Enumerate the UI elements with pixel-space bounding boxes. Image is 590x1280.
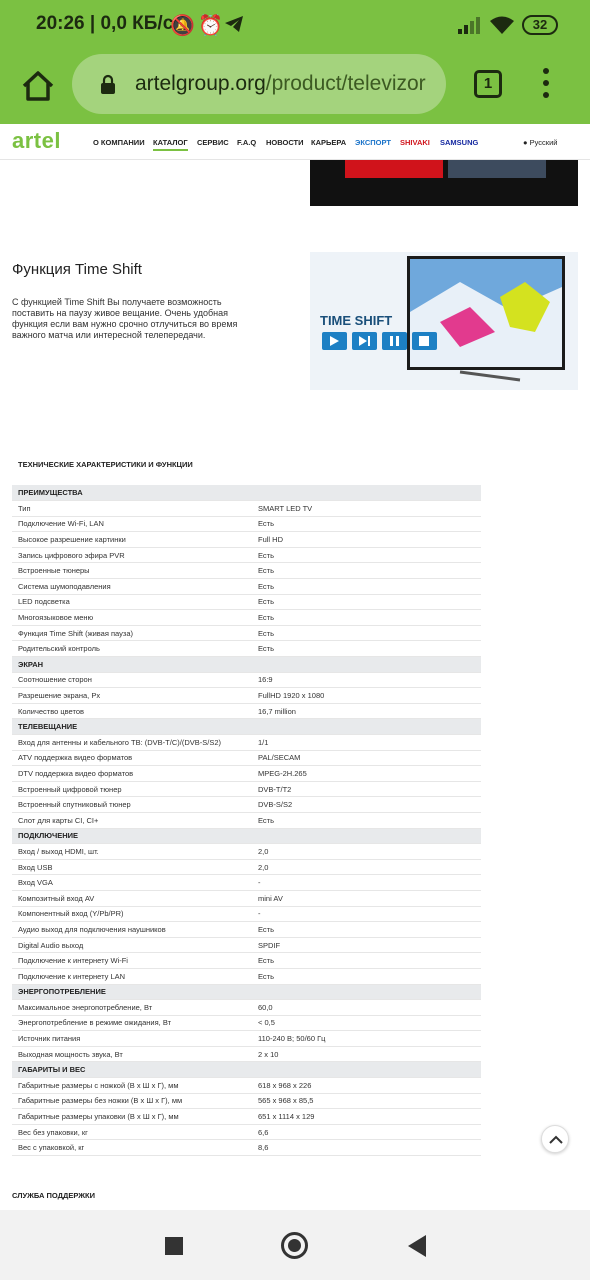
signal-icon xyxy=(458,16,482,34)
status-time: 20:26 | 0,0 КБ/с xyxy=(36,13,174,34)
spec-row xyxy=(12,1093,481,1109)
system-nav-bar xyxy=(0,1210,590,1280)
spec-value: < 0,5 xyxy=(252,1015,481,1031)
spec-label: Подключение Wi-Fi, LAN xyxy=(12,516,252,532)
spec-value xyxy=(252,719,481,735)
spec-row xyxy=(12,922,481,938)
recents-button[interactable] xyxy=(165,1237,183,1255)
spec-value: 565 x 968 x 85,5 xyxy=(252,1093,481,1109)
spec-row xyxy=(12,781,481,797)
spec-row xyxy=(12,875,481,891)
nav-about[interactable]: О КОМПАНИИ xyxy=(93,138,145,147)
spec-row xyxy=(12,906,481,922)
spec-row xyxy=(12,625,481,641)
spec-row xyxy=(12,532,481,548)
overflow-menu-icon[interactable] xyxy=(543,68,551,104)
spec-label: ЭКРАН xyxy=(12,657,252,673)
nav-news[interactable]: НОВОСТИ xyxy=(266,138,304,147)
spec-label: Аудио выход для подключения наушников xyxy=(12,922,252,938)
nav-faq[interactable]: F.A.Q xyxy=(237,138,257,147)
spec-label: ЭНЕРГОПОТРЕБЛЕНИЕ xyxy=(12,984,252,1000)
spec-row xyxy=(12,766,481,782)
back-button[interactable] xyxy=(408,1235,426,1257)
spec-row xyxy=(12,859,481,875)
nav-shivaki[interactable]: SHIVAKI xyxy=(400,138,430,147)
spec-label: Соотношение сторон xyxy=(12,672,252,688)
spec-label: Вход для антенны и кабельного ТВ: (DVB-T/C)/(DVB-S/S2) xyxy=(12,735,252,751)
spec-row xyxy=(12,1140,481,1156)
spec-label: Слот для карты CI, CI+ xyxy=(12,812,252,828)
spec-label: ПОДКЛЮЧЕНИЕ xyxy=(12,828,252,844)
spec-row xyxy=(12,1078,481,1094)
spec-value: MPEG-2H.265 xyxy=(252,766,481,782)
alarm-icon: ⏰ xyxy=(198,15,223,37)
spec-row xyxy=(12,610,481,626)
spec-label: Энергопотребление в режиме ожидания, Вт xyxy=(12,1015,252,1031)
spec-row xyxy=(12,594,481,610)
spec-value: Full HD xyxy=(252,532,481,548)
spec-row xyxy=(12,968,481,984)
spec-value: 60,0 xyxy=(252,1000,481,1016)
spec-label: Количество цветов xyxy=(12,703,252,719)
spec-label: Максимальное энергопотребление, Вт xyxy=(12,1000,252,1016)
spec-label: Вес без упаковки, кг xyxy=(12,1124,252,1140)
spec-label: Встроенный цифровой тюнер xyxy=(12,781,252,797)
spec-value: Есть xyxy=(252,610,481,626)
spec-row xyxy=(12,501,481,517)
spec-row xyxy=(12,672,481,688)
spec-label: ТЕЛЕВЕЩАНИЕ xyxy=(12,719,252,735)
spec-value: Есть xyxy=(252,563,481,579)
lock-icon xyxy=(100,74,116,94)
nav-careers[interactable]: КАРЬЕРА xyxy=(311,138,347,147)
spec-value: Есть xyxy=(252,812,481,828)
spec-section-header xyxy=(12,828,481,844)
spec-row xyxy=(12,516,481,532)
spec-label: ГАБАРИТЫ И ВЕС xyxy=(12,1062,252,1078)
spec-value: Есть xyxy=(252,922,481,938)
spec-row xyxy=(12,812,481,828)
spec-value: 2 x 10 xyxy=(252,1046,481,1062)
spec-label: Встроенные тюнеры xyxy=(12,563,252,579)
spec-label: Источник питания xyxy=(12,1031,252,1047)
spec-row xyxy=(12,1031,481,1047)
nav-catalog[interactable]: КАТАЛОГ xyxy=(153,138,188,151)
spec-value: - xyxy=(252,906,481,922)
tv-image-partial xyxy=(310,160,578,206)
spec-row xyxy=(12,641,481,657)
spec-value: Есть xyxy=(252,516,481,532)
spec-row xyxy=(12,797,481,813)
spec-value: SMART LED TV xyxy=(252,501,481,517)
spec-label: Вход VGA xyxy=(12,875,252,891)
site-header xyxy=(0,124,590,160)
nav-service[interactable]: СЕРВИС xyxy=(197,138,229,147)
scroll-to-top-button[interactable] xyxy=(541,1125,569,1153)
spec-label: Габаритные размеры без ножки (В x Ш x Г), мм xyxy=(12,1093,252,1109)
spec-label: Тип xyxy=(12,501,252,517)
url-text: artelgroup.org/product/televizor xyxy=(135,72,426,95)
spec-value: DVB-T/T2 xyxy=(252,781,481,797)
spec-label: DTV поддержка видео форматов xyxy=(12,766,252,782)
spec-row xyxy=(12,953,481,969)
chevron-up-icon xyxy=(542,1126,570,1154)
time-shift-image xyxy=(310,252,578,390)
spec-row xyxy=(12,688,481,704)
spec-label: ATV поддержка видео форматов xyxy=(12,750,252,766)
spec-value: SPDIF xyxy=(252,937,481,953)
spec-value: Есть xyxy=(252,953,481,969)
spec-row xyxy=(12,937,481,953)
spec-row xyxy=(12,735,481,751)
spec-label: Разрешение экрана, Px xyxy=(12,688,252,704)
spec-row xyxy=(12,547,481,563)
spec-label: Габаритные размеры с ножкой (В x Ш x Г), мм xyxy=(12,1078,252,1094)
spec-row xyxy=(12,703,481,719)
spec-label: Digital Audio выход xyxy=(12,937,252,953)
spec-label: Габаритные размеры упаковки (В x Ш x Г), мм xyxy=(12,1109,252,1125)
spec-section-header xyxy=(12,485,481,501)
spec-value: Есть xyxy=(252,641,481,657)
artel-logo[interactable]: artel xyxy=(12,128,61,153)
spec-value: Есть xyxy=(252,625,481,641)
spec-row xyxy=(12,1015,481,1031)
spec-section-header xyxy=(12,657,481,673)
spec-label: Встроенный спутниковый тюнер xyxy=(12,797,252,813)
spec-value: DVB-S/S2 xyxy=(252,797,481,813)
spec-row xyxy=(12,1046,481,1062)
spec-value: mini AV xyxy=(252,890,481,906)
spec-value: 651 x 1114 x 129 xyxy=(252,1109,481,1125)
spec-label: ПРЕИМУЩЕСТВА xyxy=(12,485,252,501)
spec-label: Запись цифрового эфира PVR xyxy=(12,547,252,563)
spec-value: Есть xyxy=(252,547,481,563)
specs-table xyxy=(12,485,481,1156)
spec-label: LED подсветка xyxy=(12,594,252,610)
home-button[interactable] xyxy=(281,1232,308,1259)
support-heading: СЛУЖБА ПОДДЕРЖКИ xyxy=(12,1191,96,1200)
spec-label: Выходная мощность звука, Вт xyxy=(12,1046,252,1062)
spec-row xyxy=(12,563,481,579)
spec-value: Есть xyxy=(252,594,481,610)
home-icon[interactable] xyxy=(18,66,58,106)
spec-value: 110-240 В; 50/60 Гц xyxy=(252,1031,481,1047)
spec-label: Функция Time Shift (живая пауза) xyxy=(12,625,252,641)
spec-value: FullHD 1920 x 1080 xyxy=(252,688,481,704)
mute-icon: 🔕 xyxy=(170,15,195,37)
spec-label: Вход USB xyxy=(12,859,252,875)
feature-description: С функцией Time Shift Вы получаете возможность поставить на паузу живое вещание. Очень удобная функция если вам нужно срочно отлучиться во время важного матча или интересной телепередачи. xyxy=(12,297,238,340)
spec-row xyxy=(12,579,481,595)
spec-label: Высокое разрешение картинки xyxy=(12,532,252,548)
spec-row xyxy=(12,1000,481,1016)
spec-label: Система шумоподавления xyxy=(12,579,252,595)
spec-label: Подключение к интернету Wi-Fi xyxy=(12,953,252,969)
spec-value: 6,6 xyxy=(252,1124,481,1140)
status-bar xyxy=(0,0,590,50)
spec-value xyxy=(252,984,481,1000)
telegram-icon xyxy=(224,15,244,33)
battery-indicator: 32 xyxy=(522,15,558,35)
nav-export[interactable]: ЭКСПОРТ xyxy=(355,138,391,147)
spec-label: Вход / выход HDMI, шт. xyxy=(12,844,252,860)
spec-row xyxy=(12,844,481,860)
spec-value: Есть xyxy=(252,968,481,984)
spec-section-header xyxy=(12,984,481,1000)
spec-value: 2,0 xyxy=(252,859,481,875)
spec-value: Есть xyxy=(252,579,481,595)
spec-value: 1/1 xyxy=(252,735,481,751)
feature-title: Функция Time Shift xyxy=(12,261,142,278)
spec-value xyxy=(252,1062,481,1078)
spec-section-header xyxy=(12,1062,481,1078)
browser-toolbar xyxy=(0,50,590,124)
specs-heading: ТЕХНИЧЕСКИЕ ХАРАКТЕРИСТИКИ И ФУНКЦИИ xyxy=(18,460,193,469)
spec-row xyxy=(12,890,481,906)
spec-row xyxy=(12,750,481,766)
language-selector[interactable]: ● Русский xyxy=(523,138,558,147)
wifi-icon xyxy=(489,15,515,35)
spec-value: - xyxy=(252,875,481,891)
url-bar[interactable] xyxy=(72,54,446,114)
spec-label: Компонентный вход (Y/Pb/PR) xyxy=(12,906,252,922)
spec-row xyxy=(12,1124,481,1140)
spec-label: Родительский контроль xyxy=(12,641,252,657)
spec-value: 2,0 xyxy=(252,844,481,860)
spec-value: 16:9 xyxy=(252,672,481,688)
spec-label: Многоязыковое меню xyxy=(12,610,252,626)
spec-value: PAL/SECAM xyxy=(252,750,481,766)
spec-row xyxy=(12,1109,481,1125)
spec-label: Композитный вход AV xyxy=(12,890,252,906)
spec-section-header xyxy=(12,719,481,735)
spec-value xyxy=(252,657,481,673)
spec-value xyxy=(252,828,481,844)
spec-label: Подключение к интернету LAN xyxy=(12,968,252,984)
spec-label: Вес с упаковкой, кг xyxy=(12,1140,252,1156)
time-shift-label: TIME SHIFT xyxy=(320,313,393,328)
spec-value xyxy=(252,485,481,501)
nav-samsung[interactable]: SAMSUNG xyxy=(440,138,479,147)
spec-value: 8,6 xyxy=(252,1140,481,1156)
spec-value: 16,7 million xyxy=(252,703,481,719)
tab-switcher-button[interactable]: 1 xyxy=(474,70,502,98)
spec-value: 618 x 968 x 226 xyxy=(252,1078,481,1094)
